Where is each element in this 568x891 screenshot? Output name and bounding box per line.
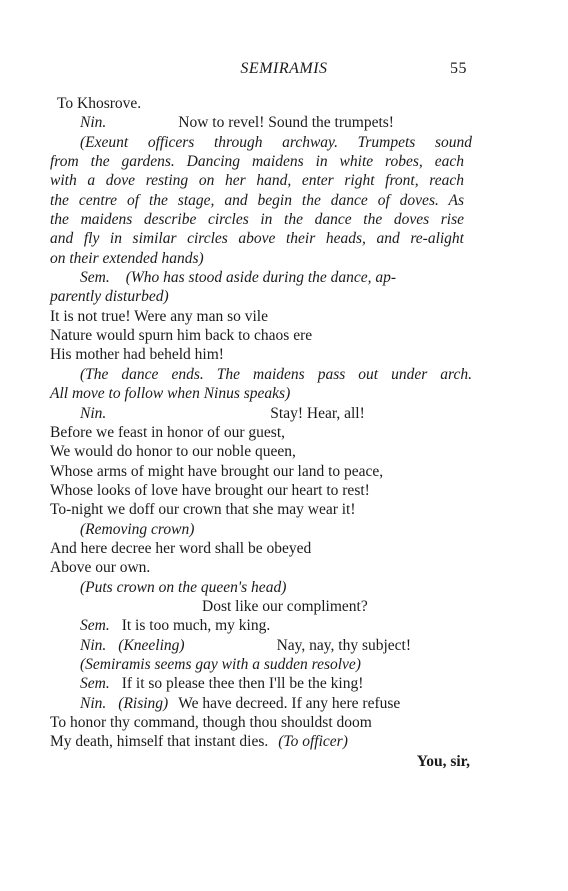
stage-direction-line: (Exeunt officers through archway. Trumpets sound bbox=[80, 133, 472, 151]
dialogue: My death, himself that instant dies. bbox=[50, 733, 269, 751]
verse-line: It is not true! Were any man so vile bbox=[50, 307, 268, 325]
verse-line: Dost like our compliment? bbox=[202, 597, 368, 615]
text-line bbox=[80, 268, 472, 287]
speaker-name: Sem. bbox=[80, 675, 110, 693]
text-line bbox=[80, 694, 472, 713]
text-line bbox=[50, 732, 472, 751]
stage-direction-line: the centre of the stage, and begin the dance of doves. As bbox=[50, 191, 464, 209]
text-line bbox=[80, 636, 472, 655]
verse-line: Whose arms of might have brought our land to peace, bbox=[50, 462, 384, 480]
verse-line: Above our own. bbox=[50, 559, 151, 577]
text-line bbox=[80, 404, 472, 423]
text-line bbox=[80, 674, 472, 693]
verse-line: To-night we doff our crown that she may wear it! bbox=[50, 501, 356, 519]
stage-direction-line: (The dance ends. The maidens pass out under arch. bbox=[80, 365, 472, 383]
dialogue: We have decreed. If any here refuse bbox=[178, 694, 401, 712]
stage-direction: (Kneeling) bbox=[118, 636, 185, 654]
stage-direction-line: (Puts crown on the queen's head) bbox=[80, 578, 287, 596]
verse-line: Whose looks of love have brought our heart to rest! bbox=[50, 481, 370, 499]
stage-direction: (Who has stood aside during the dance, ap- bbox=[125, 269, 397, 287]
dialogue: Nay, nay, thy subject! bbox=[276, 636, 412, 654]
verse-line: And here decree her word shall be obeyed bbox=[50, 539, 312, 557]
stage-direction-line: from the gardens. Dancing maidens in white robes, each bbox=[50, 153, 464, 171]
speaker-name: Nin. bbox=[80, 636, 107, 654]
speaker-name: Nin. bbox=[80, 114, 107, 132]
stage-direction: (Rising) bbox=[118, 694, 169, 712]
stage-direction-line: with a dove resting on her hand, enter right front, reach bbox=[50, 172, 464, 190]
text-line bbox=[80, 113, 472, 132]
stage-direction-line: All move to follow when Ninus speaks) bbox=[50, 385, 291, 403]
stage-direction-line: and fly in similar circles above their heads, and re-alight bbox=[50, 230, 464, 248]
stage-direction-line: parently disturbed) bbox=[50, 288, 169, 306]
speaker-name: Sem. bbox=[80, 269, 110, 287]
dialogue: If it so please thee then I'll be the king! bbox=[121, 675, 364, 693]
page-header bbox=[0, 60, 568, 82]
stage-direction-line: (Semiramis seems gay with a sudden resolve) bbox=[80, 655, 361, 673]
verse-line: Nature would spurn him back to chaos ere bbox=[50, 327, 313, 345]
dialogue: It is too much, my king. bbox=[121, 617, 271, 635]
page-number: 55 bbox=[450, 60, 467, 77]
verse-line: We would do honor to our noble queen, bbox=[50, 443, 296, 461]
stage-direction: (To officer) bbox=[278, 733, 348, 751]
catchword-line: You, sir, bbox=[416, 752, 470, 770]
dialogue: Now to revel! Sound the trumpets! bbox=[178, 114, 394, 132]
speaker-name: Nin. bbox=[80, 404, 107, 422]
speaker-name: Nin. bbox=[80, 694, 107, 712]
verse-line: His mother had beheld him! bbox=[50, 346, 224, 364]
speaker-name: Sem. bbox=[80, 617, 110, 635]
verse-line: Before we feast in honor of our guest, bbox=[50, 423, 286, 441]
stage-direction-line: (Removing crown) bbox=[80, 520, 195, 538]
body-text bbox=[0, 94, 568, 771]
stage-direction-line: on their extended hands) bbox=[50, 249, 204, 267]
dialogue: Stay! Hear, all! bbox=[270, 404, 365, 422]
stage-direction-line: the maidens describe circles in the dance the doves rise bbox=[50, 211, 464, 229]
text-line: To Khosrove. bbox=[57, 95, 142, 112]
text-line bbox=[80, 616, 472, 635]
verse-line: To honor thy command, though thou shouldst doom bbox=[50, 714, 372, 731]
running-title: SEMIRAMIS bbox=[240, 60, 328, 77]
